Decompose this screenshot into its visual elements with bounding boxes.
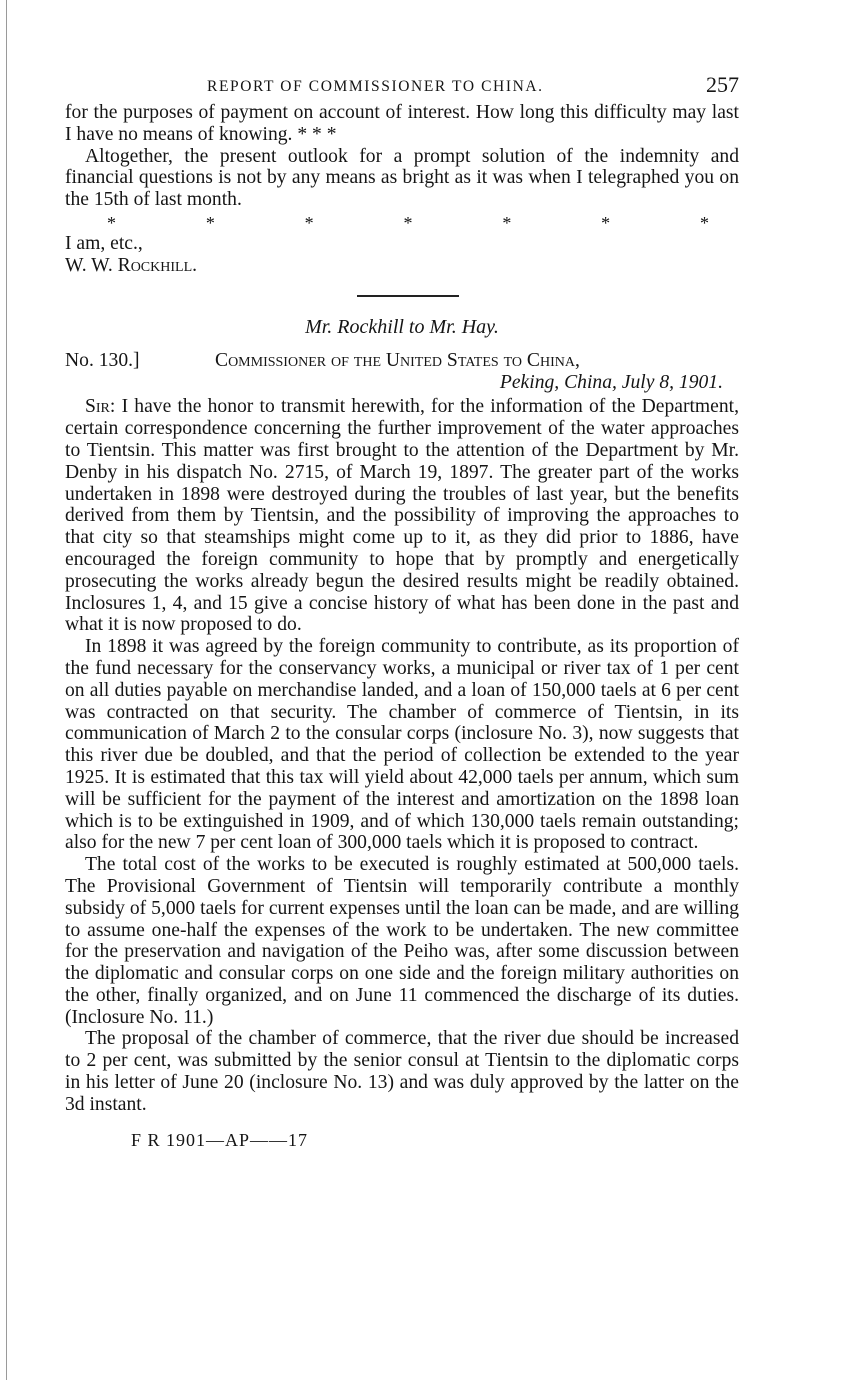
omission-stars — [65, 213, 739, 233]
page-number: 257 — [706, 72, 739, 97]
star: * — [601, 212, 611, 233]
paragraph: The total cost of the works to be executed is roughly estimated at 500,000 taels. The Provisional Government of Tientsin will temporarily contribute a monthly subsidy of 5,000 taels for current expenses until the loan can be made, and are willing to assume one-half the expenses of the work to be undertaken. The new committee for the preservation and navigation of the Peiho was, after some discussion between the diplomatic and consular corps on one side and the foreign military authorities on the other, finally organized, and on June 11 commenced the discharge of its duties. (Inclosure No. 11.) — [65, 854, 739, 1028]
sender-office: Commissioner of the United States to China, — [215, 350, 580, 372]
star: * — [304, 212, 314, 233]
page-header — [65, 72, 739, 102]
paragraph-text: I have the honor to transmit herewith, for the information of the Department, certain correspondence concerning the further improvement of the water approaches to Tientsin. This matter was first brought to the attention of the Department by Mr. Denby in his dispatch No. 2715, of March 19, 1897. The greater part of the works undertaken in 1898 were destroyed during the troubles of last year, but the benefits derived from them by Tientsin, and the possibility of improving the approaches to that city so that steamships might come up to it, as they did prior to 1886, have encouraged the foreign community to hope that by promptly and energetically prosecuting the works already begun the desired results might be readily obtained. Inclosures 1, 4, and 15 give a concise history of what has been done in the past and what it is now proposed to do. — [65, 396, 740, 636]
signature-mark: F R 1901—AP——17 — [131, 1129, 309, 1150]
paragraph — [65, 396, 739, 636]
document-page — [65, 72, 739, 1151]
star: * — [205, 212, 215, 233]
paragraph: The proposal of the chamber of commerce, that the river due should be increased to 2 per cent, was submitted by the senior consul at Tientsin to the diplomatic corps in his letter of June 20 (inclosure No. 13) and was duly approved by the latter on the 3d instant. — [65, 1028, 739, 1115]
star: * — [107, 212, 116, 233]
salutation: Sir: — [85, 396, 116, 418]
paragraph: In 1898 it was agreed by the foreign community to contribute, as its proportion of the fund necessary for the conservancy works, a municipal or river tax of 1 per cent on all duties payable on merchandise landed, and a loan of 150,000 taels at 6 per cent was contracted on that security. The chamber of commerce of Tientsin, in its communication of March 2 to the consular corps (inclosure No. 3), now suggests that this river due be doubled, and that the period of collection be extended to the year 1925. It is estimated that this tax will yield about 42,000 taels per annum, which sum will be sufficient for the payment of the interest and amortization on the 1898 loan which is to be extinguished in 1909, and of which 130,000 taels remain outstanding; also for the new 7 per cent loan of 300,000 taels which it is proposed to contract. — [65, 636, 739, 854]
star: * — [502, 212, 512, 233]
running-head: REPORT OF COMMISSIONER TO CHINA. — [207, 78, 544, 95]
section-divider — [357, 295, 459, 297]
closing: I am, etc., — [65, 232, 143, 254]
body-text — [65, 102, 739, 1151]
signature-name: W. W. Rockhill. — [65, 254, 198, 276]
continuation-paragraph: for the purposes of payment on account of interest. How long this difficulty may last I have no means of knowing. * * * — [65, 102, 739, 145]
star: * — [699, 212, 709, 233]
paragraph: Altogether, the present outlook for a prompt solution of the indemnity and financial questions is not by any means as bright as it was when I telegraphed you on the 15th of last month. — [65, 145, 739, 211]
dateline: Peking, China, July 8, 1901. — [499, 372, 723, 394]
dispatch-number: No. 130.] — [65, 350, 140, 372]
letter-title: Mr. Rockhill to Mr. Hay. — [305, 315, 499, 338]
dispatch-heading — [65, 350, 739, 396]
signature — [65, 255, 739, 277]
star: * — [403, 212, 413, 233]
page-edge-rule — [6, 0, 7, 1380]
